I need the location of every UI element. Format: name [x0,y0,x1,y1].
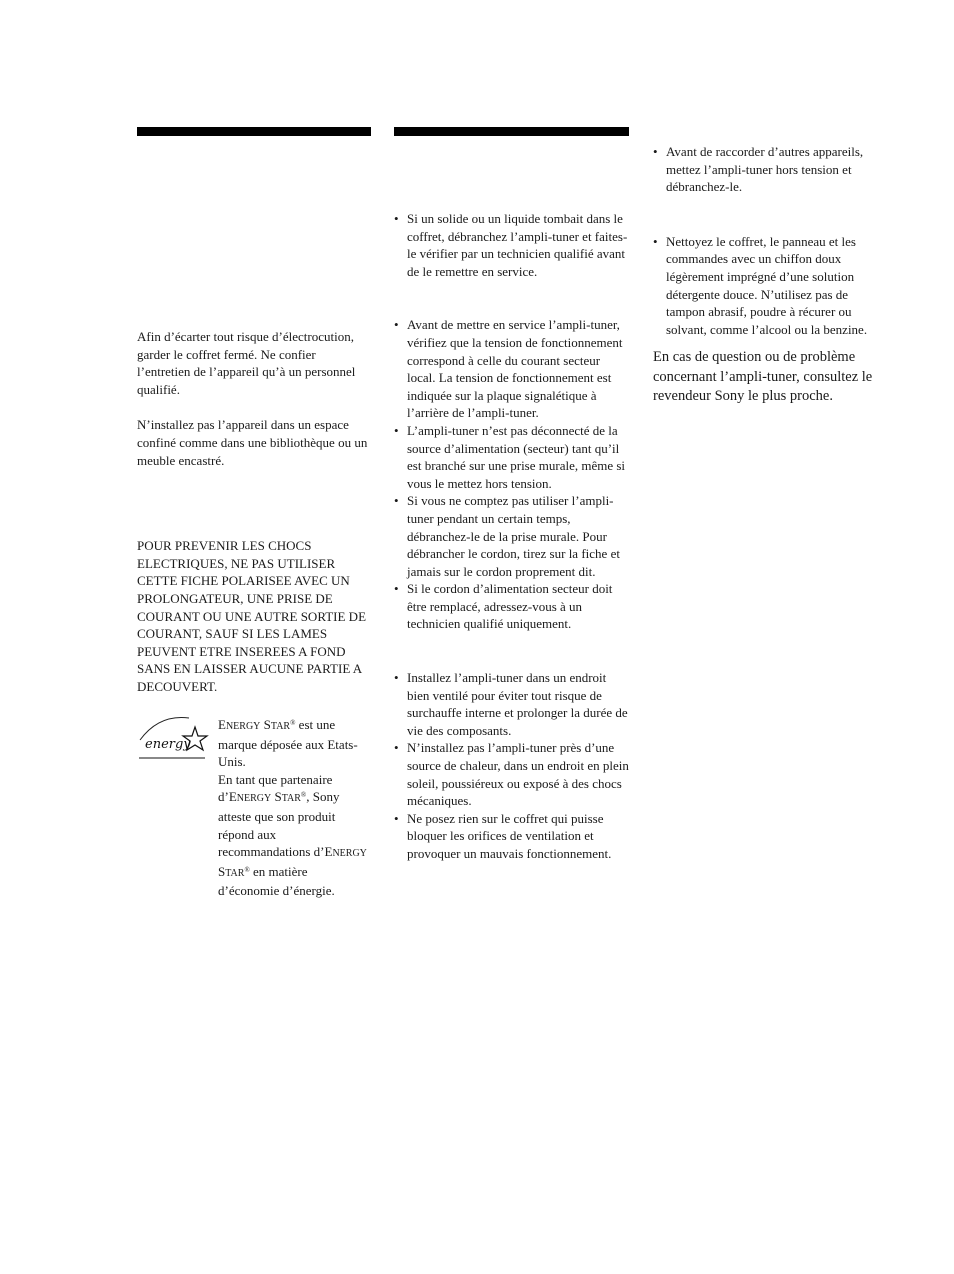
list-item: • Avant de mettre en service l’ampli-tuner, vérifiez que la tension de fonctionnement correspond à celle du courant secteur local. La tension de fonctionnement est indiquée sur la plaque signalétique à l’arrière de l’ampli-tuner. [394,316,630,422]
bullet-group-b2 [394,316,630,633]
list-item: • Si un solide ou un liquide tombait dans le coffret, débranchez l’ampli-tuner et faites-le vérifier par un technicien qualifié avant de le remettre en service. [394,210,630,280]
list-item: • L’ampli-tuner n’est pas déconnecté de la source d’alimentation (secteur) tant qu’il est branché sur une prise murale, même si vous le mettez hors tension. [394,422,630,492]
column-b-heading-rule [394,127,629,136]
polarized-plug-warning: POUR PREVENIR LES CHOCS ELECTRIQUES, NE PAS UTILISER CETTE FICHE POLARISEE AVEC UN PROLONGATEUR, UNE PRISE DE COURANT OU UNE AUTRE SORTIE DE COURANT, SAUF SI LES LAMES PEUVENT ETRE INSEREES A FOND SANS EN LAISSER AUCUNE PARTIE A DECOUVERT. [137,538,367,694]
energy-logo-text: energy [145,737,191,752]
bullet-group-b3 [394,669,630,863]
safety-paragraph: Afin d’écarter tout risque d’électrocution, garder le coffret fermé. Ne confier l’entretien de l’appareil qu’à un personnel qualifié. [137,329,356,397]
energy-star-logo [137,714,209,760]
support-paragraph: En cas de question ou de problème concernant l’ampli-tuner, consultez le revendeur Sony le plus proche. [653,349,873,405]
list-item: • Nettoyez le coffret, le panneau et les commandes avec un chiffon doux légèrement imprégné d’une solution détergente douce. N’utilisez pas de tampon abrasif, poudre à récurer ou solvant, comme l’alcool ou la benzine. [653,233,883,339]
list-item: • Si vous ne comptez pas utiliser l’ampli-tuner pendant un certain temps, débranchez-le de la prise murale. Pour débrancher le cordon, tirez sur la fiche et jamais sur le cordon proprement dit. [394,492,630,580]
bullet-group-c1 [653,143,883,196]
list-item: • Si le cordon d’alimentation secteur doit être remplacé, adressez-vous à un technicien qualifié uniquement. [394,580,630,633]
energy-star-partner: En tant que partenaire d’ENERGY STAR®, Sony atteste que son produit répond aux recommandations d’ENERGY STAR® en matière d’économie d’énergie. [218,771,367,899]
column-a [137,328,369,696]
bullet-group-c2 [653,233,883,339]
column-b [394,210,630,863]
energy-star-statement: ENERGY STAR® est une marque déposée aux Etats-Unis. [218,717,358,770]
list-item: • N’installez pas l’ampli-tuner près d’une source de chaleur, dans un endroit en plein soleil, poussiéreux ou exposé à des chocs mécaniques. [394,739,630,809]
list-item: • Avant de raccorder d’autres appareils, mettez l’ampli-tuner hors tension et débranchez-le. [653,143,883,196]
list-item: • Installez l’ampli-tuner dans un endroit bien ventilé pour éviter tout risque de surchauffe interne et prolonger la durée de vie des composants. [394,669,630,739]
column-c [653,143,883,407]
list-item: • Ne posez rien sur le coffret qui puisse bloquer les orifices de ventilation et provoquer un mauvais fonctionnement. [394,810,630,863]
column-a-heading-rule [137,127,371,136]
energy-star-text [218,716,368,900]
installation-paragraph: N’installez pas l’appareil dans un espace confiné comme dans une bibliothèque ou un meuble encastré. [137,417,368,468]
bullet-group-b1 [394,210,630,280]
